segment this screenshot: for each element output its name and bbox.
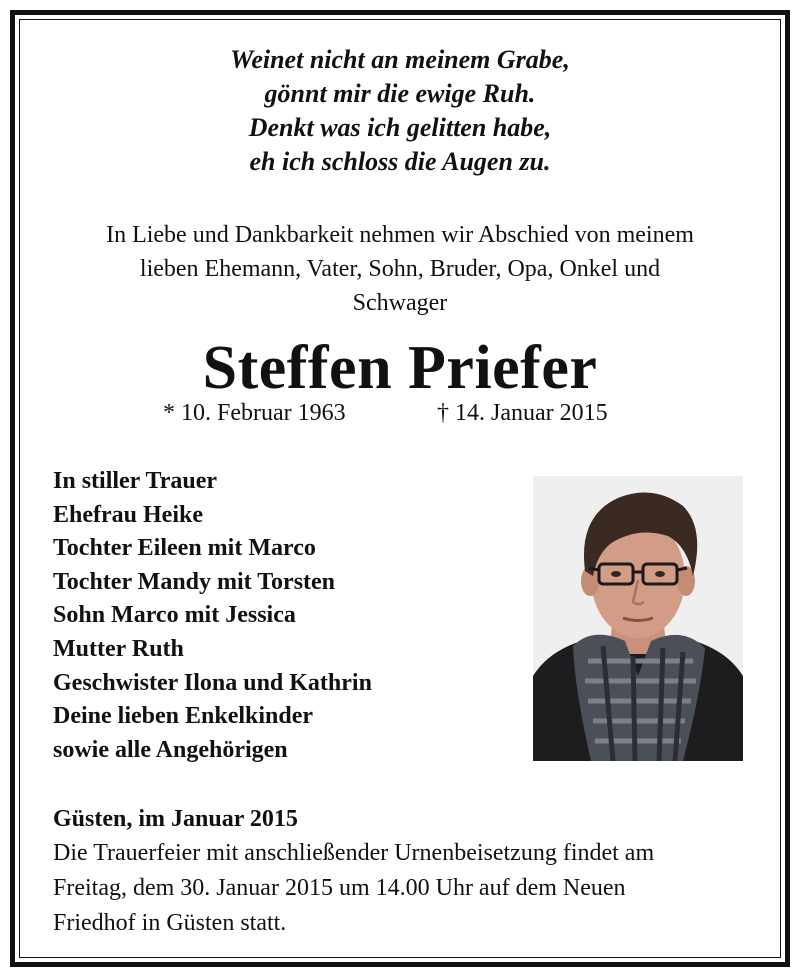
life-dates [0,396,800,430]
poem-line: eh ich schloss die Augen zu. [249,147,551,176]
deceased-name: Steffen Priefer [202,334,598,402]
death-date: † 14. Januar 2015 [437,400,608,426]
mourner-line: In stiller Trauer [53,468,217,494]
poem-line: gönnt mir die ewige Ruh. [264,79,536,108]
mourner-line: Tochter Mandy mit Torsten [53,568,336,595]
funeral-info [53,836,768,941]
mourner-line: Geschwister Ilona und Kathrin [53,669,372,696]
intro-line: lieben Ehemann, Vater, Sohn, Bruder, Opa, Onkel und [139,256,661,282]
portrait-photo [533,476,743,761]
poem-line: Denkt was ich gelitten habe, [248,113,552,142]
mourners-list [53,465,503,767]
poem-line: Weinet nicht an meinem Grabe, [230,45,570,74]
mourner-line: Ehefrau Heike [53,501,203,528]
intro-text [40,218,760,320]
funeral-line: Freitag, dem 30. Januar 2015 um 14.00 Uhr auf dem Neuen [53,875,626,901]
intro-line: In Liebe und Dankbarkeit nehmen wir Abschied von meinem [106,222,694,248]
mourner-line: Sohn Marco mit Jessica [53,602,296,629]
mourner-line: Tochter Eileen mit Marco [53,535,316,562]
place-and-date: Güsten, im Januar 2015 [53,806,298,832]
poem [0,43,800,179]
funeral-line: Die Trauerfeier mit anschließender Urnenbeisetzung findet am [53,840,655,866]
funeral-line: Friedhof in Güsten statt. [53,910,287,936]
portrait-illustration [533,476,743,761]
mourner-line: sowie alle Angehörigen [53,736,288,763]
mourner-line: Deine lieben Enkelkinder [53,703,314,730]
birth-date: * 10. Februar 1963 [163,400,346,426]
mourner-line: Mutter Ruth [53,635,184,662]
intro-line: Schwager [352,290,448,316]
